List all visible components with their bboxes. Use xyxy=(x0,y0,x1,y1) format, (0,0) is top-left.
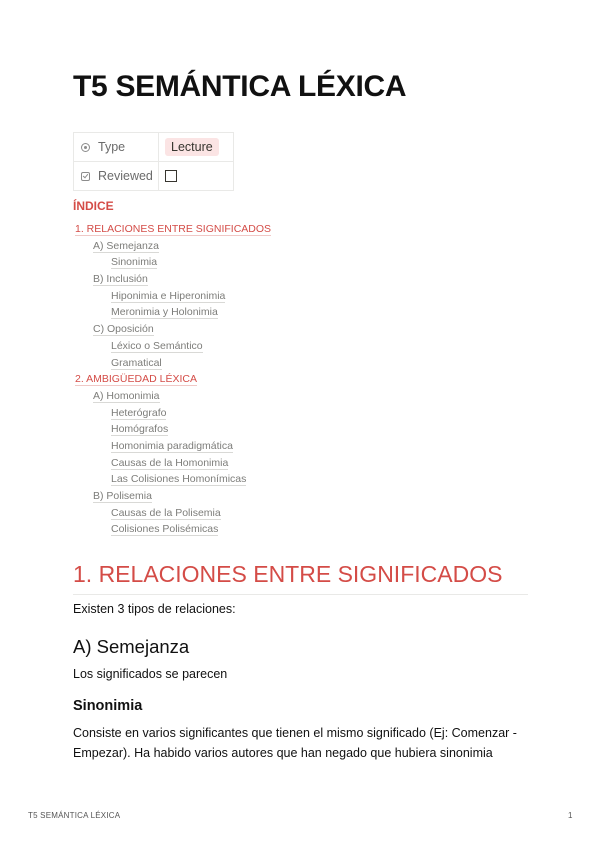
properties-table xyxy=(73,132,234,191)
toc-link[interactable]: Causas de la Polisemia xyxy=(111,506,221,519)
property-row-type xyxy=(74,133,234,162)
indice-heading: ÍNDICE xyxy=(73,199,114,213)
property-name-cell xyxy=(74,162,159,191)
toc-link[interactable]: A) Homonimia xyxy=(93,389,160,402)
table-of-contents xyxy=(73,221,271,538)
toc-link[interactable]: Colisiones Polisémicas xyxy=(111,523,219,536)
checkbox-icon xyxy=(81,172,90,181)
toc-item[interactable] xyxy=(73,421,271,438)
toc-link[interactable]: Sinonimia xyxy=(111,256,158,269)
toc-link[interactable]: Homonimia paradigmática xyxy=(111,439,233,452)
toc-item[interactable] xyxy=(73,371,271,388)
property-row-reviewed xyxy=(74,162,234,191)
toc-link[interactable]: Léxico o Semántico xyxy=(111,339,203,352)
page-title: T5 SEMÁNTICA LÉXICA xyxy=(73,70,407,103)
toc-link[interactable]: Heterógrafo xyxy=(111,406,167,419)
heading-sinonimia: Sinonimia xyxy=(73,698,143,714)
type-tag[interactable]: Lecture xyxy=(165,138,219,156)
toc-item[interactable] xyxy=(73,438,271,455)
toc-item[interactable] xyxy=(73,405,271,422)
toc-item[interactable] xyxy=(73,304,271,321)
paragraph-sinonimia: Consiste en varios significantes que tienen el mismo significado (Ej: Comenzar - Empezar). Ha habido varios autores que han negado que hubiera sinonimia xyxy=(73,726,517,760)
toc-link[interactable]: Causas de la Homonimia xyxy=(111,456,229,469)
circle-dot-icon xyxy=(81,143,90,152)
toc-link[interactable]: Hiponimia e Hiperonimia xyxy=(111,289,226,302)
toc-item[interactable] xyxy=(73,521,271,538)
toc-link[interactable]: Las Colisiones Homonímicas xyxy=(111,473,247,486)
toc-link[interactable]: 2. AMBIGÜEDAD LÉXICA xyxy=(75,373,197,386)
toc-item[interactable] xyxy=(73,321,271,338)
subsection-text-semejanza: Los significados se parecen xyxy=(73,667,228,681)
toc-link[interactable]: Meronimia y Holonimia xyxy=(111,306,218,319)
footer-title: T5 SEMÁNTICA LÉXICA xyxy=(28,811,121,820)
toc-item[interactable] xyxy=(73,471,271,488)
toc-item[interactable] xyxy=(73,288,271,305)
subsection-heading-semejanza: A) Semejanza xyxy=(73,636,190,657)
toc-link[interactable]: B) Polisemia xyxy=(93,490,152,502)
toc-item[interactable] xyxy=(73,505,271,522)
toc-item[interactable] xyxy=(73,238,271,255)
toc-item[interactable] xyxy=(73,455,271,472)
toc-item[interactable] xyxy=(73,254,271,271)
toc-link[interactable]: A) Semejanza xyxy=(93,239,159,252)
toc-link[interactable]: Homógrafos xyxy=(111,423,169,436)
section-heading-relaciones: 1. RELACIONES ENTRE SIGNIFICADOS xyxy=(73,561,528,595)
section-intro-text: Existen 3 tipos de relaciones: xyxy=(73,602,236,616)
toc-link[interactable]: 1. RELACIONES ENTRE SIGNIFICADOS xyxy=(75,223,272,235)
property-label-type: Type xyxy=(98,140,126,154)
property-name-cell xyxy=(74,133,159,162)
toc-link[interactable]: B) Inclusión xyxy=(93,273,148,286)
toc-item[interactable] xyxy=(73,488,271,505)
property-value-cell[interactable] xyxy=(159,162,234,191)
toc-link[interactable]: C) Oposición xyxy=(93,323,154,336)
reviewed-checkbox[interactable] xyxy=(165,170,177,182)
property-label-reviewed: Reviewed xyxy=(98,169,153,183)
footer-page-number: 1 xyxy=(568,811,573,820)
toc-item[interactable] xyxy=(73,388,271,405)
property-value-cell[interactable] xyxy=(159,133,234,162)
toc-item[interactable] xyxy=(73,221,271,238)
toc-link[interactable]: Gramatical xyxy=(111,356,162,369)
toc-item[interactable] xyxy=(73,271,271,288)
toc-item[interactable] xyxy=(73,355,271,372)
toc-item[interactable] xyxy=(73,338,271,355)
